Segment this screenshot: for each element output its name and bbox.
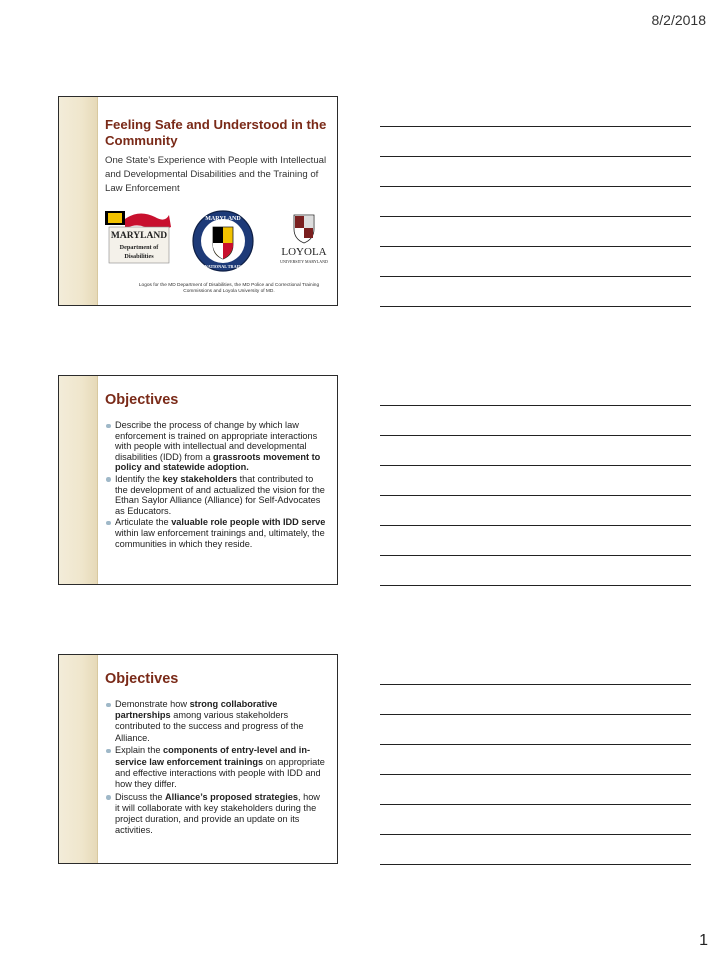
slide-title (58, 96, 338, 306)
slide-accent-bar (59, 655, 98, 863)
objective-item: Explain the components of entry-level and in-service law enforcement trainings on appropriate and effective interactions with people with IDD and how they differ. (105, 745, 327, 790)
objective-item: Discuss the Alliance’s proposed strategies, how it will collaborate with key stakeholders during the project duration, and provide an update on its activities. (105, 792, 327, 837)
objectives-list (105, 420, 327, 550)
slide-accent-bar (59, 376, 98, 584)
slide-subtitle: One State’s Experience with People with Intellectual and Developmental Disabilities and the Training of Law Enforcement (105, 155, 327, 194)
slide-objectives-1 (58, 375, 338, 585)
slide-title-heading: Feeling Safe and Understood in the Community (105, 117, 327, 148)
logos-row (105, 209, 337, 267)
objective-item: Identify the key stakeholders that contributed to the development of and actualized the vision for the Ethan Saylor Alliance (Alliance) for Self-Advocates as Educators. (105, 474, 327, 516)
logos-caption: Logos for the MD Department of Disabilities, the MD Police and Correctional Training Commissions and Loyola University of MD. (138, 283, 320, 294)
slide-heading: Objectives (105, 671, 179, 687)
logo-seal-bottom: NATIONAL TRAIN (204, 264, 242, 269)
logo-md-line2: Department of (119, 244, 159, 251)
objectives-list (105, 699, 327, 838)
slide-accent-bar (59, 97, 98, 305)
logo-md-line1: MARYLAND (110, 231, 168, 241)
objective-item: Demonstrate how strong collaborative partnerships among various stakeholders contributed to the success and progress of the Alliance. (105, 699, 327, 744)
logo-loyola-sub: UNIVERSITY MARYLAND (280, 259, 328, 264)
md-police-training-seal-logo (191, 209, 255, 273)
objective-item: Describe the process of change by which law enforcement is trained on appropriate interactions with people with intellectual and developmental disabilities (IDD) from a grassroots movement to policy and statewide adoption. (105, 420, 327, 473)
slide-objectives-2 (58, 654, 338, 864)
page-number: 1 (699, 932, 708, 949)
slide-heading: Objectives (105, 392, 179, 408)
logo-loyola-name: LOYOLA (281, 246, 327, 258)
loyola-university-logo (273, 213, 335, 265)
objective-item: Articulate the valuable role people with IDD serve within law enforcement trainings and, ultimately, the communities in which they reside. (105, 517, 327, 549)
logo-seal-top: MARYLAND (205, 216, 241, 222)
logo-md-line3: Disabilities (124, 253, 154, 260)
md-department-of-disabilities-logo (105, 211, 171, 265)
header-date: 8/2/2018 (651, 12, 706, 28)
